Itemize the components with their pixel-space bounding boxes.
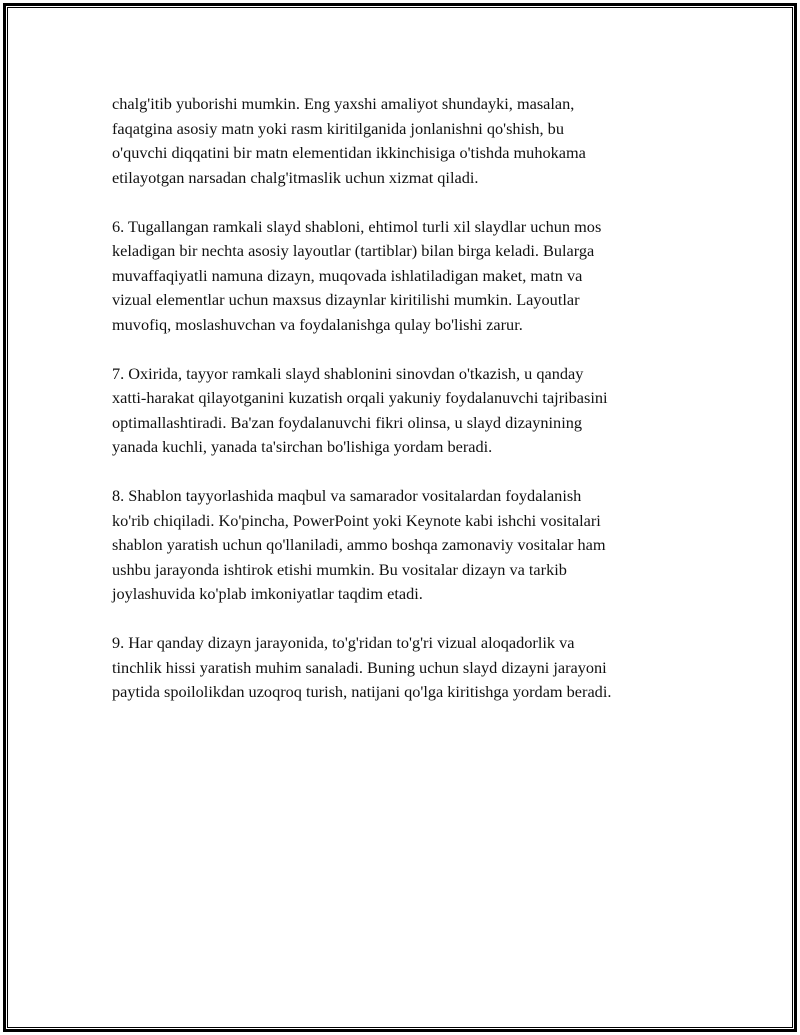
document-body xyxy=(112,92,692,729)
paragraph-7: 7. Oxirida, tayyor ramkali slayd shablonini sinovdan o'tkazish, u qanday xatti-harakat qilayotganini kuzatish orqali yakuniy foydalanuvchi tajribasini optimallashtiradi. Ba'zan foydalanuvchi fikri olinsa, u slayd dizaynining yanada kuchli, yanada ta'sirchan bo'lishiga yordam beradi. xyxy=(112,363,608,456)
paragraph-continuation: chalg'itib yuborishi mumkin. Eng yaxshi amaliyot shundayki, masalan, faqatgina asosiy matn yoki rasm kiritilganida jonlanishni qo'shish, bu o'quvchi diqqatini bir matn elementidan ikkinchisiga o'tishda muhokama etilayotgan narsadan chalg'itmaslik uchun xizmat qiladi. xyxy=(112,94,586,187)
paragraph-6: 6. Tugallangan ramkali slayd shabloni, ehtimol turli xil slaydlar uchun mos keladigan bir nechta asosiy layoutlar (tartiblar) bilan birga keladi. Bularga muvaffaqiyatli namuna dizayn, muqovada ishlatiladigan maket, matn va vizual elementlar uchun maxsus dizaynlar kiritilishi mumkin. Layoutlar muvofiq, moslashuvchan va foydalanishga qulay bo'lishi zarur. xyxy=(112,216,602,334)
paragraph-8: 8. Shablon tayyorlashida maqbul va samarador vositalardan foydalanish ko'rib chiqiladi. Ko'pincha, PowerPoint yoki Keynote kabi ishchi vositalari shablon yaratish uchun qo'llaniladi, ammo boshqa zamonaviy vositalar ham ushbu jarayonda ishtirok etishi mumkin. Bu vositalar dizayn va tarkib joylashuvida ko'plab imkoniyatlar taqdim etadi. xyxy=(112,486,606,603)
paragraph-9: 9. Har qanday dizayn jarayonida, to'g'ridan to'g'ri vizual aloqadorlik va tinchlik hissi yaratish muhim sanaladi. Buning uchun slayd dizayni jarayoni paytida spoilolikdan uzoqroq turish, natijani qo'lga kiritishga yordam beradi. xyxy=(112,633,612,701)
